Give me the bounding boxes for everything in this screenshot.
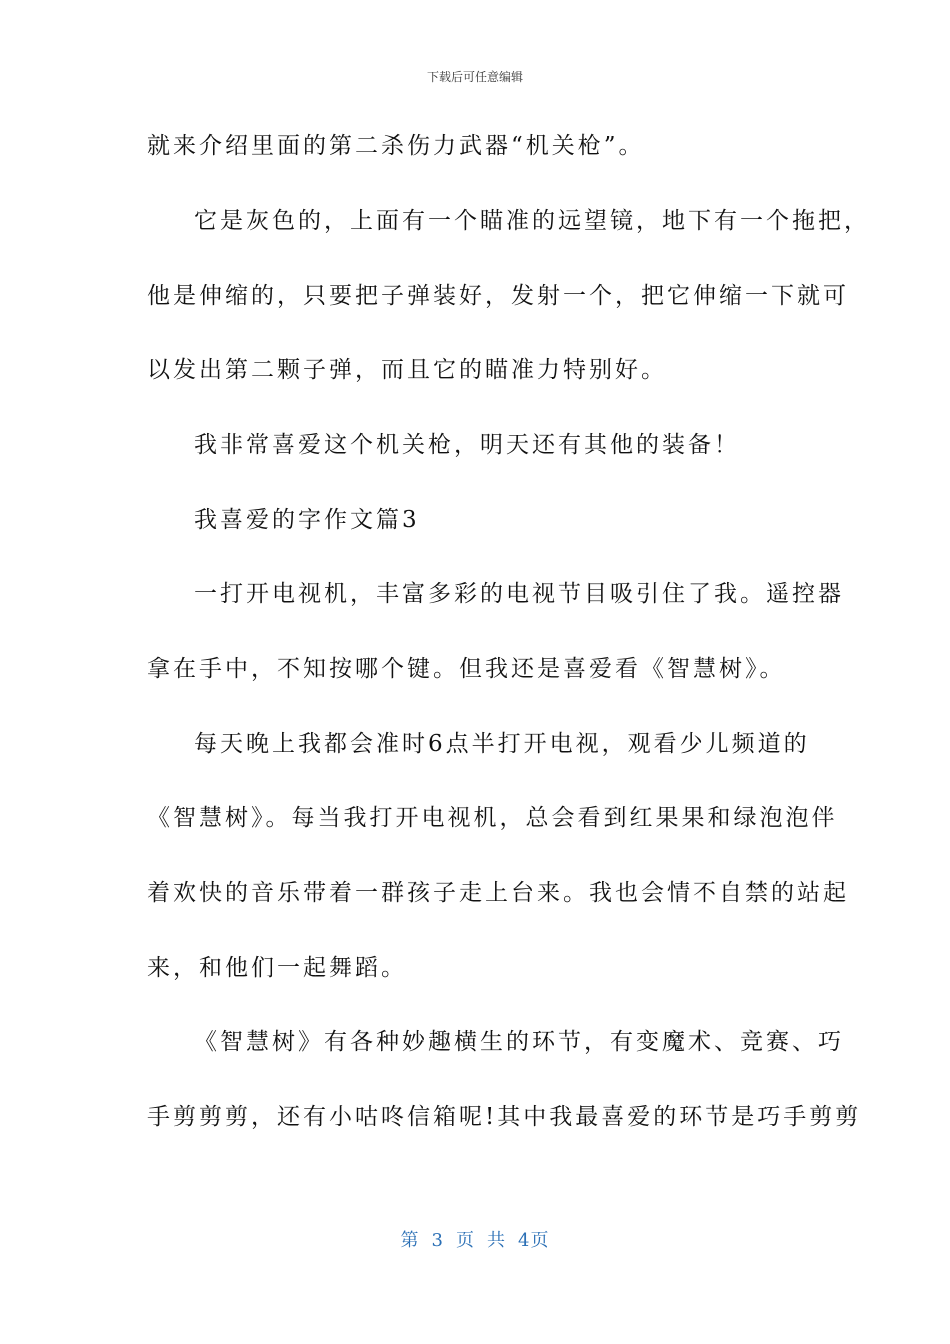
text-line: 他是伸缩的，只要把子弹装好，发射一个，把它伸缩一下就可 — [147, 283, 849, 309]
text-line: 我非常喜爱这个机关枪，明天还有其他的装备！ — [194, 432, 740, 458]
footer-total-label: 共 — [487, 1230, 506, 1251]
text-line: 《智慧树》有各种妙趣横生的环节，有变魔术、竞赛、巧 — [194, 1029, 844, 1055]
page-header: 下载后可任意编辑 — [426, 70, 523, 84]
footer-page-unit: 页 — [456, 1230, 475, 1251]
text-line: 来，和他们一起舞蹈。 — [147, 955, 407, 981]
footer-total-pages: 4页 — [518, 1230, 550, 1251]
text-line: 每天晚上我都会准时6点半打开电视，观看少儿频道的 — [194, 731, 810, 757]
text-line: 《智慧树》。每当我打开电视机，总会看到红果果和绿泡泡伴 — [147, 805, 838, 831]
page-footer — [0, 1226, 950, 1252]
section-heading: 我喜爱的字作文篇3 — [194, 507, 420, 533]
text-line: 一打开电视机，丰富多彩的电视节目吸引住了我。遥控器 — [194, 581, 844, 607]
text-line: 就来介绍里面的第二杀伤力武器“机关枪”。 — [147, 133, 645, 159]
text-line: 手剪剪剪，还有小咕咚信箱呢!其中我最喜爱的环节是巧手剪剪 — [147, 1104, 862, 1130]
text-line: 它是灰色的，上面有一个瞄准的远望镜，地下有一个拖把， — [194, 208, 870, 234]
footer-page-number: 3 — [431, 1230, 444, 1251]
text-line: 以发出第二颗子弹，而且它的瞄准力特别好。 — [147, 357, 667, 383]
footer-page-label: 第 — [400, 1230, 420, 1251]
text-line: 着欢快的音乐带着一群孩子走上台来。我也会情不自禁的站起 — [147, 880, 849, 906]
text-line: 拿在手中，不知按哪个键。但我还是喜爱看《智慧树》。 — [147, 656, 786, 682]
